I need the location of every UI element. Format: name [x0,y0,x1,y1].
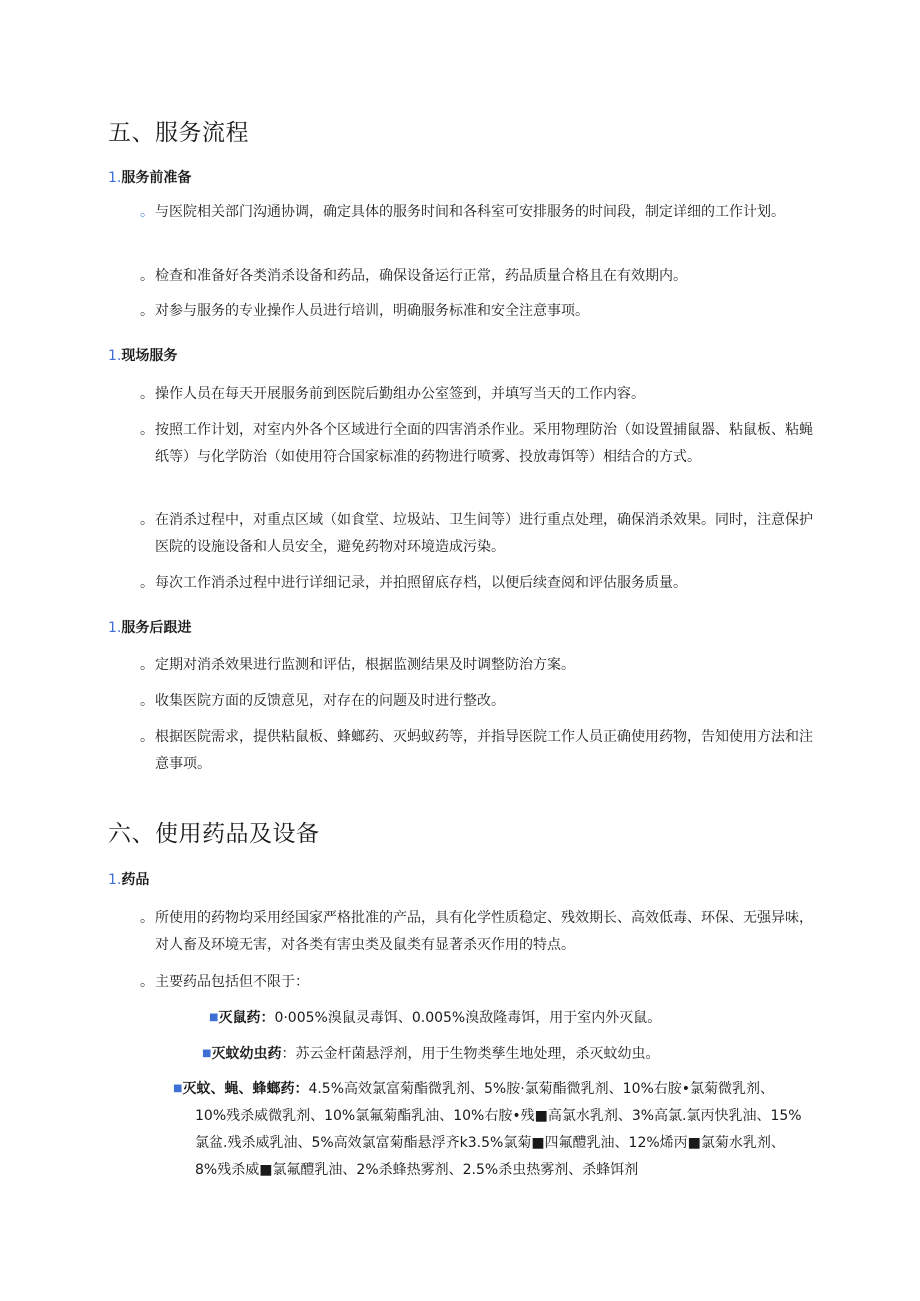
bullet-icon: 。 [140,204,154,220]
list-item: 。 检查和准备好各类消杀设备和药品，确保设备运行正常，药品质量合格且在有效期内。 [140,263,820,290]
subsection-heading [108,167,191,187]
drug-label: 灭蚊、蝇、蜂螂药： [182,1081,309,1097]
drug-text: 0·005%溴鼠灵毒饵、0.005%溴敌隆毒饵，用于室内外灭鼠。 [274,1010,662,1026]
drug-text: ：苏云金杆菌悬浮剂，用于生物类孳生地处理，杀灭蚊幼虫。 [281,1046,660,1062]
list-item: 。 在消杀过程中，对重点区域（如食堂、垃圾站、卫生间等）进行重点处理，确保消杀效果。同时，注意保护医院的设施设备和人员安全，避免药物对环境造成污染。 [140,507,820,561]
bullet-icon: 。 [140,575,154,591]
subsection-title: 服务前准备 [121,170,192,186]
drug-label: 灭鼠药： [218,1010,275,1026]
list-item: 。 所使用的药物均采用经国家严格批准的产品，具有化学性质稳定、残效期长、高效低毒、环保、无强异味，对人畜及环境无害，对各类有害虫类及鼠类有显著杀灭作用的特点。 [140,905,820,959]
subsection-title: 药品 [121,872,150,888]
drug-label: 灭蚊幼虫药 [211,1046,282,1062]
bullet-icon: 。 [140,512,154,528]
list-item: 。 主要药品包括但不限于： [140,969,820,996]
bullet-icon: 。 [140,693,154,709]
subsection-heading [108,869,149,889]
drug-item [209,1004,661,1032]
section-5-title: 五、服务流程 [108,120,249,146]
list-item: 。 定期对消杀效果进行监测和评估，根据监测结果及时调整防治方案。 [140,652,820,679]
subsection-title: 服务后跟进 [121,620,192,636]
list-item: 。 对参与服务的专业操作人员进行培训，明确服务标准和安全注意事项。 [140,298,820,325]
square-bullet-icon: ■ [202,1048,212,1059]
list-item: 。 根据医院需求，提供粘鼠板、蜂螂药、灭蚂蚁药等，并指导医院工作人员正确使用药物，告知使用方法和注意事项。 [140,724,820,778]
subsection-heading [108,617,191,637]
bullet-icon: 。 [140,303,154,319]
bullet-icon: 。 [140,422,154,438]
bullet-icon: 。 [140,268,154,284]
list-item: 。 操作人员在每天开展服务前到医院后勤组办公室签到，并填写当天的工作内容。 [140,381,820,408]
subsection-number: 1. [108,170,122,186]
list-item: 。 与医院相关部门沟通协调，确定具体的服务时间和各科室可安排服务的时间段，制定详细的工作计划。 [140,199,820,226]
list-item: 。 按照工作计划，对室内外各个区域进行全面的四害消杀作业。采用物理防治（如设置捕鼠器、粘鼠板、粘蝇纸等）与化学防治（如使用符合国家标准的药物进行喷雾、投放毒饵等）相结合的方式。 [140,417,820,471]
list-item: 。 收集医院方面的反馈意见，对存在的问题及时进行整改。 [140,688,820,715]
bullet-icon: 。 [140,974,154,990]
list-item: 。 每次工作消杀过程中进行详细记录，并拍照留底存档，以便后续查阅和评估服务质量。 [140,570,820,597]
subsection-title: 现场服务 [121,348,178,364]
subsection-number: 1. [108,872,122,888]
bullet-icon: 。 [140,729,154,745]
drug-item [173,1075,803,1184]
square-bullet-icon: ■ [209,1012,219,1023]
bullet-icon: 。 [140,657,154,673]
subsection-number: 1. [108,348,122,364]
square-bullet-icon: ■ [173,1083,183,1094]
subsection-number: 1. [108,620,122,636]
subsection-heading [108,345,177,365]
drug-item [202,1040,659,1068]
drug-text: 4.5%高效氯富菊酯微乳剂、5%胺·氯菊酯微乳剂、10%右胺•氯菊微乳剂、10%残杀威微乳剂、10%氯氟菊酯乳油、10%右胺•残■高氯水乳剂、3%高氯.氯丙快乳油、15%氯盆.残杀威乳油、5%高效氯富菊酯悬浮齐k3.5%氯菊■四氟醴乳油、12%烯丙■氯菊水乳剂、8%残杀威■氯氟醴乳油、2%杀蜂热雾剂、2.5%杀虫热雾剂、杀蜂饵剂 [195,1081,802,1178]
section-6-title: 六、使用药品及设备 [108,821,320,847]
bullet-icon: 。 [140,910,154,926]
bullet-icon: 。 [140,386,154,402]
